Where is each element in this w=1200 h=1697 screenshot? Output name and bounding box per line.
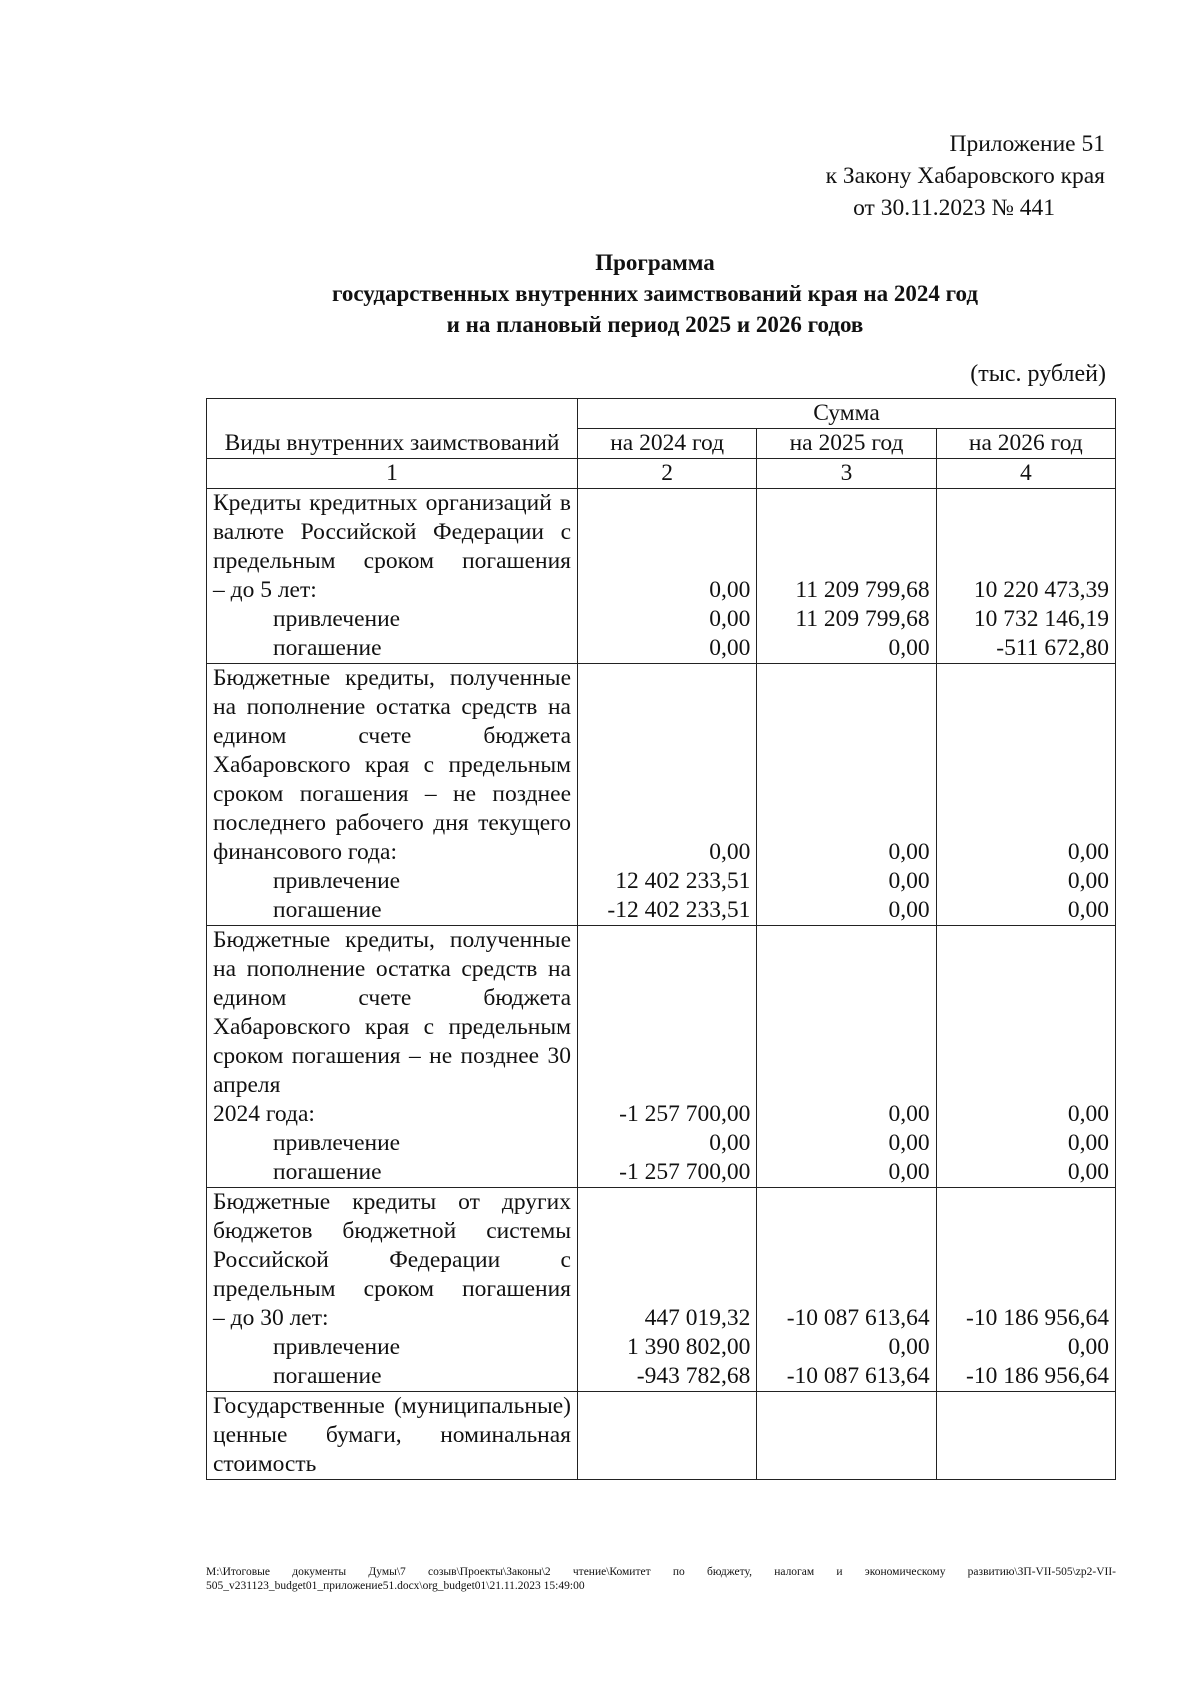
- desc-text: Бюджетные кредиты от других бюджетов бюджетной системы Российской Федерации с предельным сроком погашения: [213, 1189, 571, 1302]
- col-number: 1: [207, 459, 578, 489]
- repay-label: погашение: [273, 1159, 382, 1185]
- col-number: 3: [757, 459, 936, 489]
- header-sum: Сумма: [578, 399, 1116, 429]
- repay-value: -1 257 700,00: [619, 1159, 751, 1185]
- appendix-date: от 30.11.2023 № 441: [853, 195, 1055, 221]
- attract-value: 0,00: [1067, 868, 1109, 894]
- total-value: 0,00: [888, 1101, 930, 1127]
- column-numbers-row: [207, 459, 1116, 489]
- cell-2026: [936, 926, 1115, 1188]
- cell-2024: [578, 1188, 757, 1392]
- attract-value: 0,00: [709, 606, 751, 632]
- total-value: -10 087 613,64: [786, 1305, 930, 1331]
- attract-value: 0,00: [1067, 1130, 1109, 1156]
- row-description: [207, 664, 578, 926]
- cell-2025: [757, 926, 936, 1188]
- desc-text: Бюджетные кредиты, полученные на пополнение остатка средств на едином счете бюджета Хабаровского края с предельным сроком погашения – не позднее 30 апреля: [213, 927, 571, 1098]
- header-year-2024: на 2024 год: [578, 429, 757, 459]
- desc-last-line: – до 30 лет:: [213, 1305, 329, 1331]
- repay-value: 0,00: [888, 635, 930, 661]
- borrowing-table: [206, 398, 1116, 1480]
- col-number: 2: [578, 459, 757, 489]
- row-description: [207, 489, 578, 664]
- total-value: 447 019,32: [644, 1305, 751, 1331]
- repay-value: 0,00: [709, 635, 751, 661]
- repay-label: погашение: [273, 635, 382, 661]
- header-year-2026: на 2026 год: [936, 429, 1115, 459]
- total-value: 0,00: [888, 839, 930, 865]
- cell-2025: [757, 489, 936, 664]
- cell-2026: [936, 1392, 1115, 1480]
- attract-value: 0,00: [888, 1334, 930, 1360]
- attract-value: 12 402 233,51: [615, 868, 751, 894]
- total-value: -1 257 700,00: [619, 1101, 751, 1127]
- repay-value: -12 402 233,51: [607, 897, 751, 923]
- units-label: (тыс. рублей): [970, 361, 1106, 387]
- repay-value: 0,00: [888, 897, 930, 923]
- cell-2026: [936, 1188, 1115, 1392]
- title-line-1: Программа: [595, 250, 715, 275]
- title-line-2: государственных внутренних заимствований края на 2024 год: [332, 281, 978, 306]
- attract-label: привлечение: [273, 868, 401, 894]
- desc-last-line: финансового года:: [213, 839, 397, 865]
- table-row: [207, 489, 1116, 664]
- attract-value: 0,00: [709, 1130, 751, 1156]
- attract-label: привлечение: [273, 1334, 401, 1360]
- attract-label: привлечение: [273, 1130, 401, 1156]
- repay-value: -10 087 613,64: [786, 1363, 930, 1389]
- total-value: 0,00: [1067, 1101, 1109, 1127]
- attract-value: 1 390 802,00: [626, 1334, 751, 1360]
- cell-2025: [757, 664, 936, 926]
- table-row: [207, 926, 1116, 1188]
- appendix-number: Приложение 51: [949, 131, 1105, 157]
- file-path-footer: M:\Итоговые документы Думы\7 созыв\Проекты\Законы\2 чтение\Комитет по бюджету, налогам и экономическому развитию\ЗП-VII-505\zp2-VII-505_v231123_budget01_приложение51.docx\org_budget01\21.11.2023 15:49:00: [206, 1566, 1116, 1592]
- attract-value: 0,00: [1067, 1334, 1109, 1360]
- total-value: 0,00: [709, 839, 751, 865]
- row-description: [207, 926, 578, 1188]
- repay-value: 0,00: [1067, 897, 1109, 923]
- total-value: 11 209 799,68: [795, 577, 930, 603]
- desc-last-line: 2024 года:: [213, 1101, 315, 1127]
- cell-2026: [936, 664, 1115, 926]
- row-description: [207, 1392, 578, 1480]
- cell-2025: [757, 1392, 936, 1480]
- repay-value: -943 782,68: [636, 1363, 751, 1389]
- appendix-law: к Закону Хабаровского края: [825, 163, 1105, 189]
- desc-last-line: – до 5 лет:: [213, 577, 317, 603]
- desc-text: Бюджетные кредиты, полученные на пополнение остатка средств на едином счете бюджета Хабаровского края с предельным сроком погашения – не позднее последнего рабочего дня текущего: [213, 665, 571, 836]
- cell-2024: [578, 1392, 757, 1480]
- header-year-2025: на 2025 год: [757, 429, 936, 459]
- header-row: [207, 399, 1116, 429]
- repay-value: -511 672,80: [996, 635, 1109, 661]
- attract-label: привлечение: [273, 606, 401, 632]
- total-value: 0,00: [709, 577, 751, 603]
- row-description: [207, 1188, 578, 1392]
- repay-value: 0,00: [1067, 1159, 1109, 1185]
- repay-value: -10 186 956,64: [966, 1363, 1109, 1389]
- document-title: [0, 247, 1200, 340]
- title-line-3: и на плановый период 2025 и 2026 годов: [446, 312, 864, 337]
- attract-value: 10 732 146,19: [973, 606, 1109, 632]
- col-number: 4: [936, 459, 1115, 489]
- desc-text: Государственные (муниципальные) ценные бумаги, номинальная стоимость: [213, 1393, 571, 1477]
- repay-label: погашение: [273, 1363, 382, 1389]
- cell-2024: [578, 664, 757, 926]
- cell-2024: [578, 926, 757, 1188]
- cell-2026: [936, 489, 1115, 664]
- desc-text: Кредиты кредитных организаций в валюте Российской Федерации с предельным сроком погашения: [213, 490, 571, 574]
- total-value: -10 186 956,64: [966, 1305, 1109, 1331]
- table-row: [207, 1392, 1116, 1480]
- repay-value: 0,00: [888, 1159, 930, 1185]
- attract-value: 11 209 799,68: [795, 606, 930, 632]
- cell-2025: [757, 1188, 936, 1392]
- attract-value: 0,00: [888, 1130, 930, 1156]
- table-row: [207, 1188, 1116, 1392]
- attract-value: 0,00: [888, 868, 930, 894]
- total-value: 0,00: [1067, 839, 1109, 865]
- appendix-header: [826, 128, 1105, 224]
- cell-2024: [578, 489, 757, 664]
- header-kind: Виды внутренних заимствований: [207, 399, 578, 459]
- repay-label: погашение: [273, 897, 382, 923]
- total-value: 10 220 473,39: [973, 577, 1109, 603]
- table-row: [207, 664, 1116, 926]
